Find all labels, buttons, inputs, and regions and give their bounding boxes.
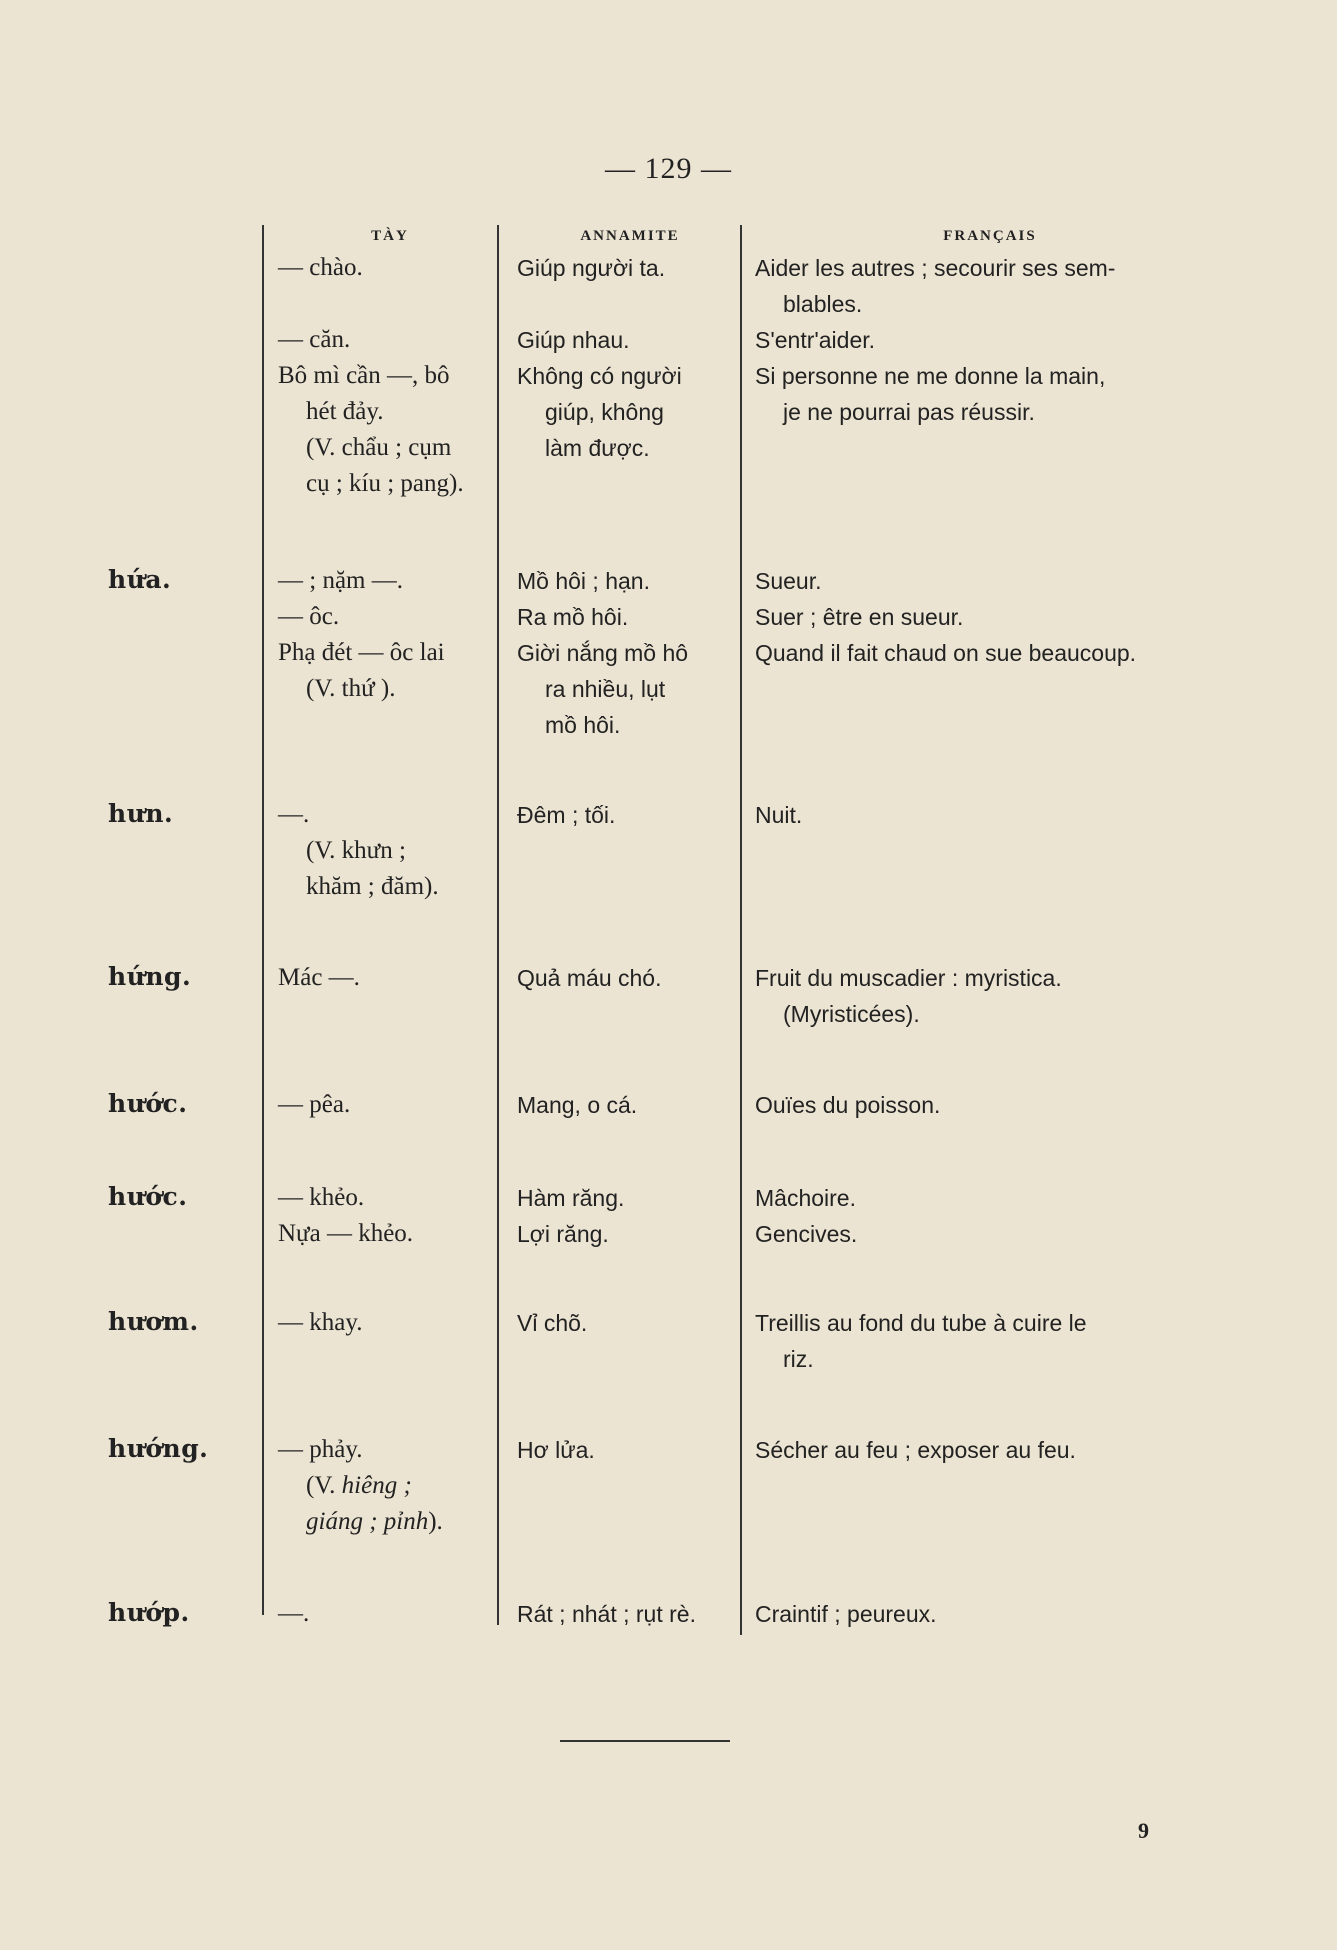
entry-line: mồ hôi. bbox=[545, 712, 621, 738]
entry-headword: hướp. bbox=[108, 1598, 190, 1627]
entry-line: — căn. bbox=[278, 326, 351, 353]
entry-line: Mồ hôi ; hạn. bbox=[517, 568, 650, 594]
entry-francais-cell bbox=[755, 960, 1062, 1032]
entry-line: —. bbox=[278, 801, 310, 828]
entry-francais-cell bbox=[755, 1596, 937, 1632]
entry-headword: hứng. bbox=[108, 962, 192, 991]
entry-line: Nựa — khẻo. bbox=[278, 1220, 414, 1247]
entry-francais-cell bbox=[755, 563, 1136, 671]
entry-line: Phạ đét — ôc lai bbox=[278, 639, 445, 666]
entry-line: hét đảy. bbox=[306, 398, 384, 425]
entry-francais-cell bbox=[755, 322, 1105, 430]
entry-line: — phảy. bbox=[278, 1436, 363, 1463]
entry-annamite-cell bbox=[517, 563, 688, 743]
entry-line: (Myristicées). bbox=[783, 1001, 920, 1027]
entry-line: Giúp người ta. bbox=[517, 255, 666, 281]
entry-line: Si personne ne me donne la main, bbox=[755, 363, 1106, 389]
entry-line: Nuit. bbox=[755, 802, 803, 828]
entry-line: Mác —. bbox=[278, 964, 360, 991]
entry-annamite-cell bbox=[517, 797, 615, 833]
entry-line: Đêm ; tối. bbox=[517, 802, 616, 828]
entry-francais-cell bbox=[755, 797, 802, 833]
entry-line: Lợi răng. bbox=[517, 1221, 609, 1247]
entry-line: —. bbox=[278, 1600, 310, 1627]
entry-line: (V. chẩu ; cụm bbox=[306, 434, 452, 461]
column-divider-middle bbox=[497, 225, 499, 1625]
entry-line: Ra mồ hôi. bbox=[517, 604, 629, 630]
column-header-francais: FRANÇAIS bbox=[943, 228, 1037, 244]
entry-line: làm được. bbox=[545, 435, 650, 461]
entry-line: S'entr'aider. bbox=[755, 327, 876, 353]
entry-line: Quả máu chó. bbox=[517, 965, 662, 991]
entry-annamite-cell bbox=[517, 250, 665, 286]
entry-line: je ne pourrai pas réussir. bbox=[783, 399, 1035, 425]
entry-tay-cell bbox=[278, 250, 363, 286]
entry-line: Giời nắng mồ hô bbox=[517, 640, 689, 666]
entry-annamite-cell bbox=[517, 322, 682, 466]
entry-annamite-cell bbox=[517, 1305, 587, 1341]
entry-francais-cell bbox=[755, 250, 1115, 322]
entry-annamite-cell bbox=[517, 1596, 696, 1632]
entry-headword: hươm. bbox=[108, 1307, 199, 1336]
entry-tay-cell bbox=[278, 1432, 443, 1540]
entry-tay-cell bbox=[278, 960, 360, 996]
column-divider-left bbox=[262, 225, 264, 1615]
entry-line: cụ ; kíu ; pang). bbox=[306, 470, 464, 497]
entry-line: Rát ; nhát ; rụt rè. bbox=[517, 1601, 696, 1627]
entry-tay-cell bbox=[278, 1305, 362, 1341]
entry-line: giúp, không bbox=[545, 399, 664, 425]
entry-line: (V. thứ ). bbox=[306, 675, 396, 702]
entry-tay-cell bbox=[278, 797, 439, 905]
entry-headword: hứa. bbox=[108, 565, 172, 594]
entry-tay-cell bbox=[278, 322, 464, 502]
entry-line: Không có người bbox=[517, 363, 682, 389]
entry-line: Bô mì cần —, bô bbox=[278, 362, 450, 389]
entry-line: Vỉ chõ. bbox=[517, 1310, 588, 1336]
column-divider-right bbox=[740, 225, 742, 1635]
entry-line: Quand il fait chaud on sue beaucoup. bbox=[755, 640, 1137, 666]
entry-francais-cell bbox=[755, 1432, 1076, 1468]
entry-line: giáng ; pỉnh). bbox=[306, 1508, 443, 1535]
entry-line: Craintif ; peureux. bbox=[755, 1601, 937, 1627]
entry-line: — pêa. bbox=[278, 1091, 351, 1118]
entry-tay-cell bbox=[278, 1596, 309, 1632]
entry-line: Hơ lửa. bbox=[517, 1437, 595, 1463]
entry-line: — khẻo. bbox=[278, 1184, 365, 1211]
entry-headword: hước. bbox=[108, 1182, 188, 1211]
entry-annamite-cell bbox=[517, 1432, 595, 1468]
entry-annamite-cell bbox=[517, 1180, 624, 1252]
entry-line: Fruit du muscadier : myristica. bbox=[755, 965, 1062, 991]
entry-tay-cell bbox=[278, 1180, 413, 1252]
entry-line: blables. bbox=[783, 291, 863, 317]
entry-line: Treillis au fond du tube à cuire le bbox=[755, 1310, 1087, 1336]
entry-line: — ôc. bbox=[278, 603, 340, 630]
column-header-tay: TÀY bbox=[371, 228, 409, 244]
footer-rule bbox=[560, 1740, 730, 1742]
entry-line: ra nhiều, lụt bbox=[545, 676, 666, 702]
entry-francais-cell bbox=[755, 1087, 940, 1123]
entry-tay-cell bbox=[278, 563, 445, 707]
entry-line: — chào. bbox=[278, 254, 363, 281]
entry-line: Hàm răng. bbox=[517, 1185, 625, 1211]
entry-line: khăm ; đăm). bbox=[306, 873, 439, 900]
entry-line: — ; nặm —. bbox=[278, 567, 403, 594]
entry-line: Giúp nhau. bbox=[517, 327, 630, 353]
entry-francais-cell bbox=[755, 1180, 857, 1252]
page-number: — 129 — bbox=[605, 152, 732, 185]
entry-headword: hưn. bbox=[108, 799, 174, 828]
entry-tay-cell bbox=[278, 1087, 350, 1123]
entry-line: riz. bbox=[783, 1346, 814, 1372]
entry-line: Sueur. bbox=[755, 568, 822, 594]
entry-line: Gencives. bbox=[755, 1221, 858, 1247]
entry-line: Ouïes du poisson. bbox=[755, 1092, 941, 1118]
entry-francais-cell bbox=[755, 1305, 1087, 1377]
entry-headword: hước. bbox=[108, 1089, 188, 1118]
column-header-annamite: ANNAMITE bbox=[580, 228, 680, 244]
entry-headword: hướng. bbox=[108, 1434, 209, 1463]
entry-line: (V. khưn ; bbox=[306, 837, 406, 864]
entry-annamite-cell bbox=[517, 1087, 637, 1123]
entry-line: (V. hiêng ; bbox=[306, 1472, 412, 1499]
entry-annamite-cell bbox=[517, 960, 661, 996]
entry-line: — khay. bbox=[278, 1309, 363, 1336]
signature-mark: 9 bbox=[1138, 1818, 1149, 1843]
entry-line: Mang, o cá. bbox=[517, 1092, 638, 1118]
entry-line: Suer ; être en sueur. bbox=[755, 604, 964, 630]
entry-line: Aider les autres ; secourir ses sem- bbox=[755, 255, 1116, 281]
entry-line: Mâchoire. bbox=[755, 1185, 856, 1211]
entry-line: Sécher au feu ; exposer au feu. bbox=[755, 1437, 1076, 1463]
